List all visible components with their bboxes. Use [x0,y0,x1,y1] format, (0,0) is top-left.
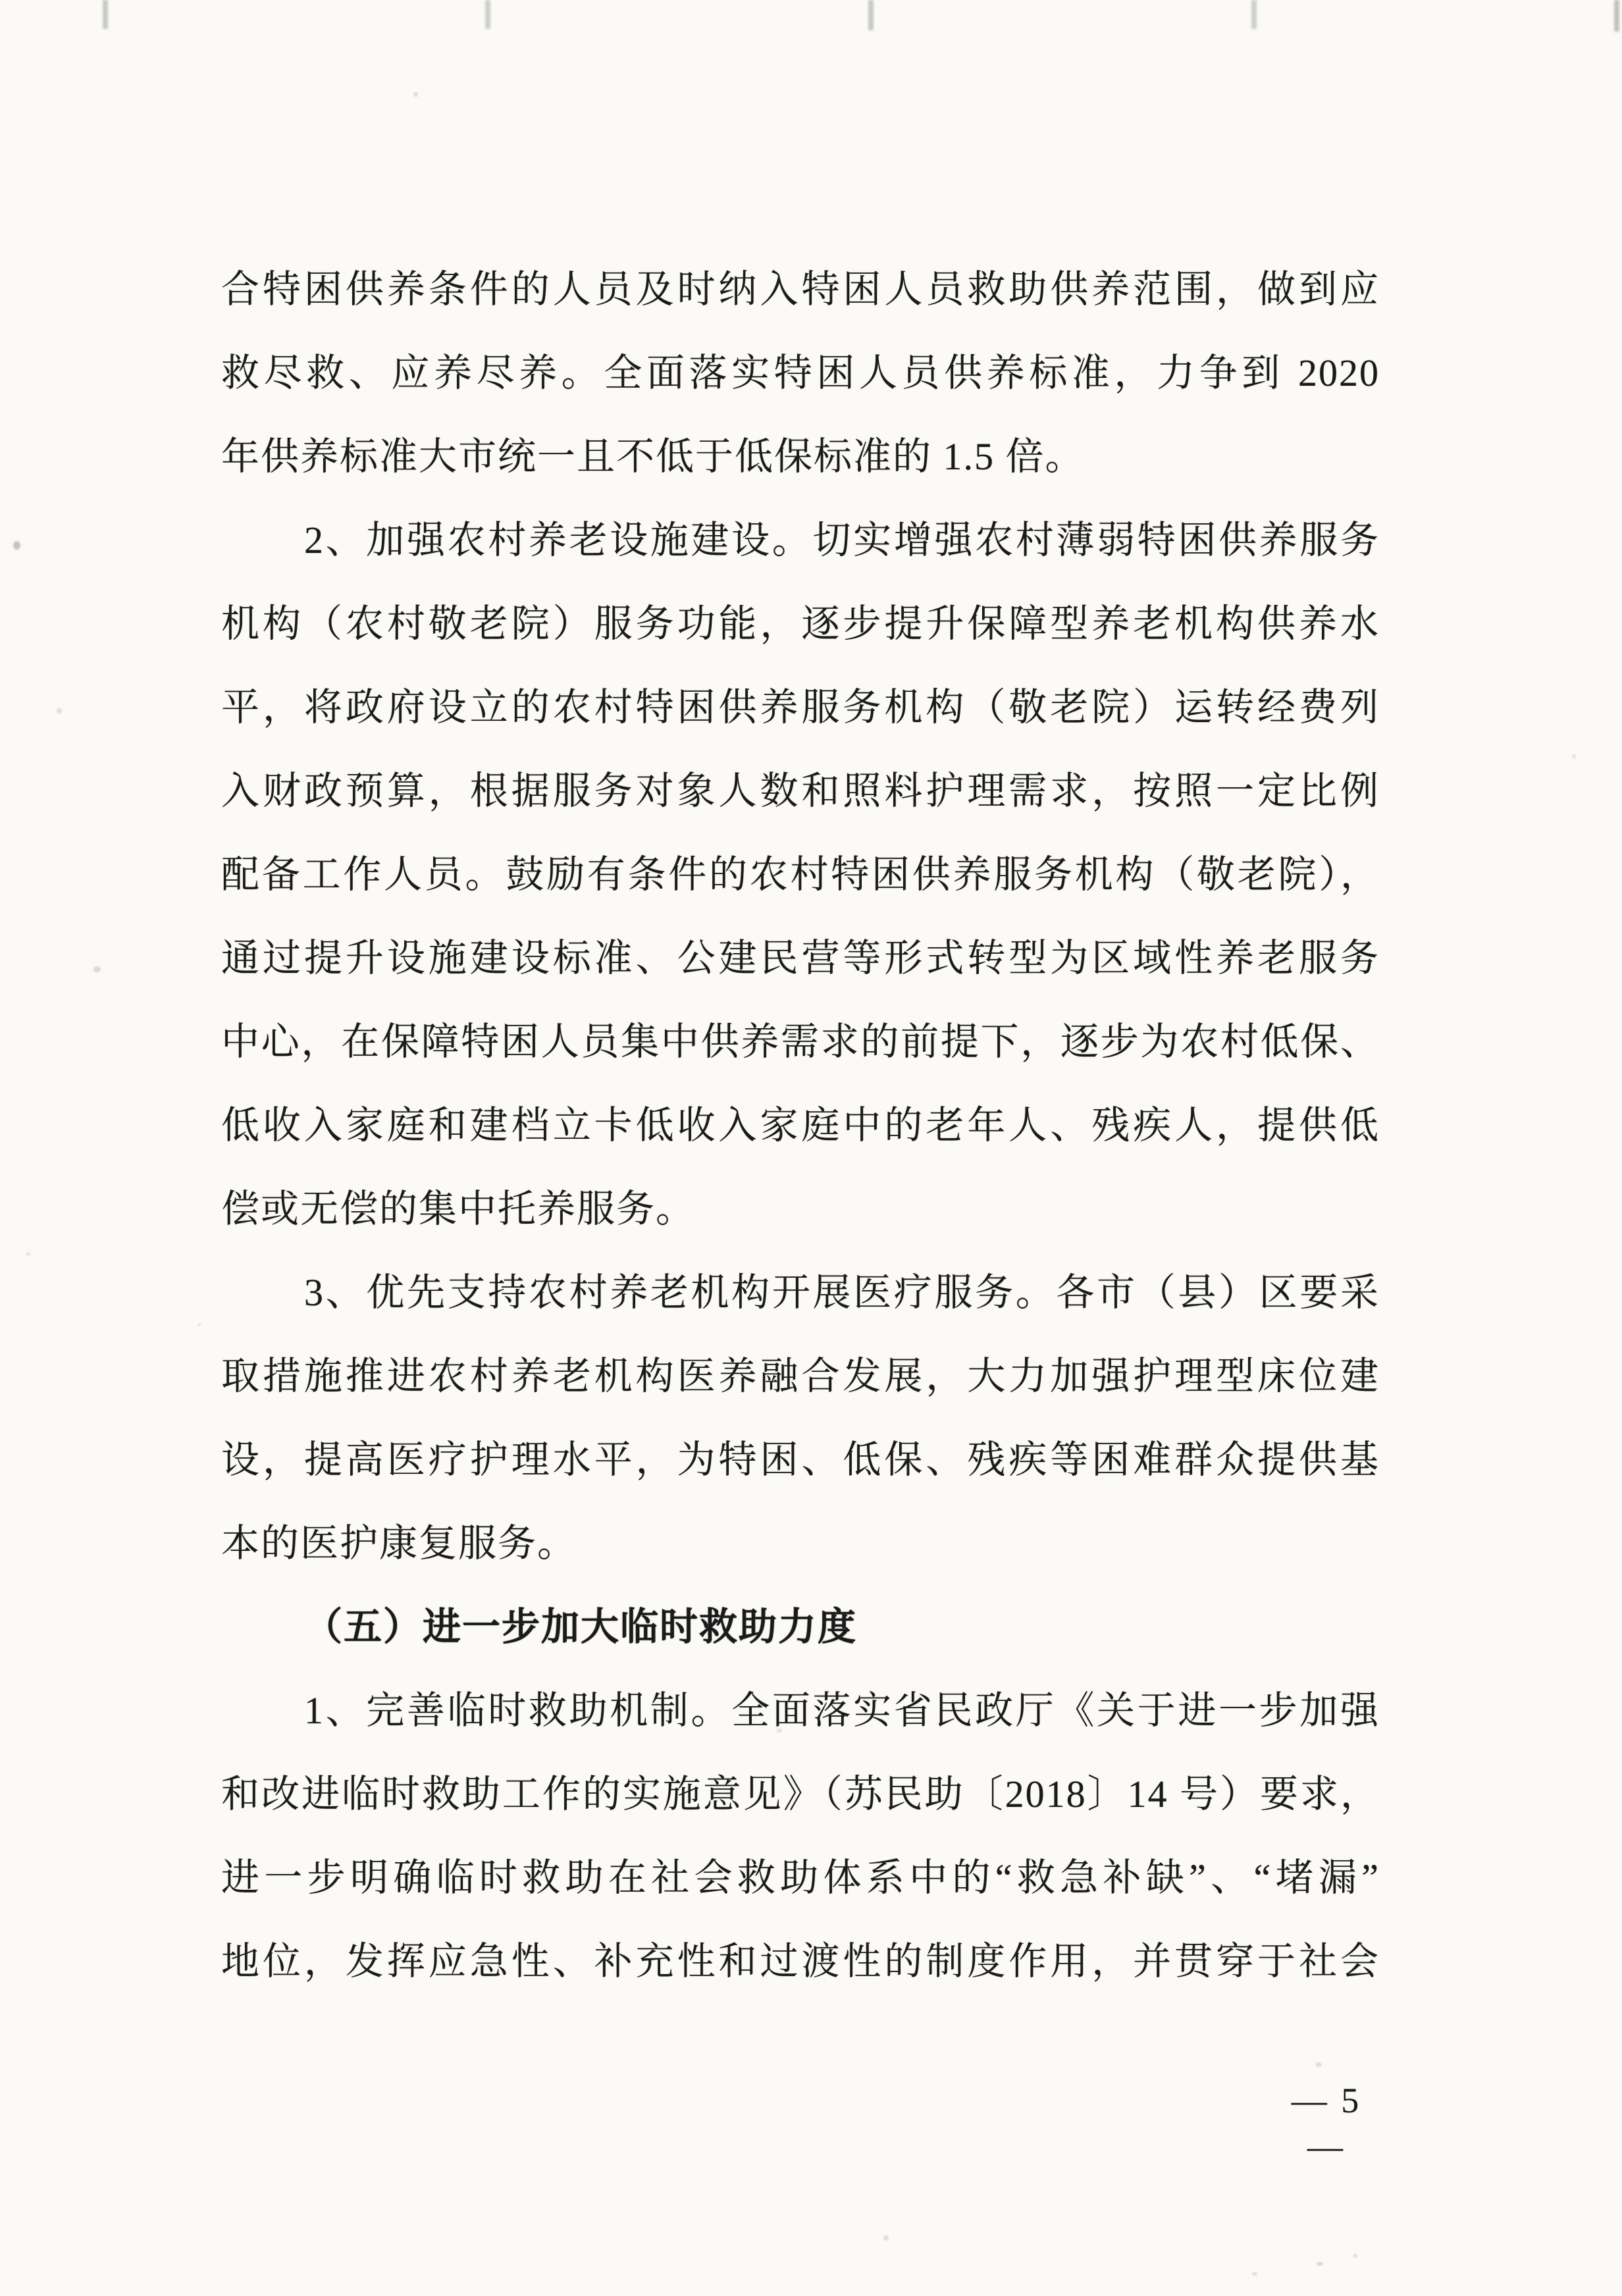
document-text-line: 和改进临时救助工作的实施意见》（苏民助〔2018〕14 号）要求， [221,1773,1380,1815]
document-text-line: 救尽救、应养尽养。全面落实特困人员供养标准，力争到 2020 [221,352,1380,394]
document-text-line: 地位，发挥应急性、补充性和过渡性的制度作用，并贯穿于社会 [221,1940,1380,1983]
document-text-line: 平，将政府设立的农村特困供养服务机构（敬老院）运转经费列 [221,686,1380,729]
page-number: — 5 — [1291,2081,1362,2166]
scan-speck [13,541,20,550]
document-text-line: 1、完善临时救助机制。全面落实省民政厅《关于进一步加强 [304,1689,1380,1732]
document-text-line: 本的医护康复服务。 [221,1522,577,1565]
scan-tick-mark [103,0,108,29]
document-text-line: 偿或无偿的集中托养服务。 [221,1187,696,1230]
document-body [221,248,1380,2003]
scan-tick-mark [485,0,490,29]
document-text-line: 配备工作人员。鼓励有条件的农村特困供养服务机构（敬老院）， [221,853,1380,896]
document-text-line: 年供养标准大市统一且不低于低保标准的 1.5 倍。 [221,435,1085,478]
scan-speck [1315,2062,1322,2067]
document-text-line: 中心，在保障特困人员集中供养需求的前提下，逐步为农村低保、 [221,1020,1380,1063]
scan-speck [1353,2254,1357,2258]
document-text-line: 入财政预算，根据服务对象人数和照料护理需求，按照一定比例 [221,770,1380,812]
scan-speck [1572,754,1576,758]
scan-speck [1252,2272,1257,2276]
scan-speck [57,708,62,714]
scan-speck [26,1252,30,1256]
scan-speck [883,2235,889,2241]
document-text-line: 低收入家庭和建档立卡低收入家庭中的老年人、残疾人，提供低 [221,1104,1380,1147]
scan-speck [1317,2262,1323,2266]
document-text-line: 合特困供养条件的人员及时纳入特困人员救助供养范围，做到应 [221,268,1380,311]
scan-speck [93,966,101,972]
document-text-line: 3、优先支持农村养老机构开展医疗服务。各市（县）区要采 [304,1271,1380,1314]
document-text-line: 取措施推进农村养老机构医养融合发展，大力加强护理型床位建 [221,1355,1380,1397]
document-text-line: （五）进一步加大临时救助力度 [304,1605,858,1648]
scan-tick-mark [868,0,874,30]
document-text-line: 2、加强农村养老设施建设。切实增强农村薄弱特困供养服务 [304,519,1380,561]
scan-speck [413,92,418,97]
scan-speck [197,1323,201,1326]
document-text-line: 机构（农村敬老院）服务功能，逐步提升保障型养老机构供养水 [221,602,1380,645]
scan-tick-mark [1614,0,1619,32]
document-text-line: 进一步明确临时救助在社会救助体系中的“救急补缺”、“堵漏” [221,1856,1380,1899]
document-text-line: 通过提升设施建设标准、公建民营等形式转型为区域性养老服务 [221,937,1380,979]
document-text-line: 设，提高医疗护理水平，为特困、低保、残疾等困难群众提供基 [221,1438,1380,1481]
scan-tick-mark [1251,0,1257,29]
